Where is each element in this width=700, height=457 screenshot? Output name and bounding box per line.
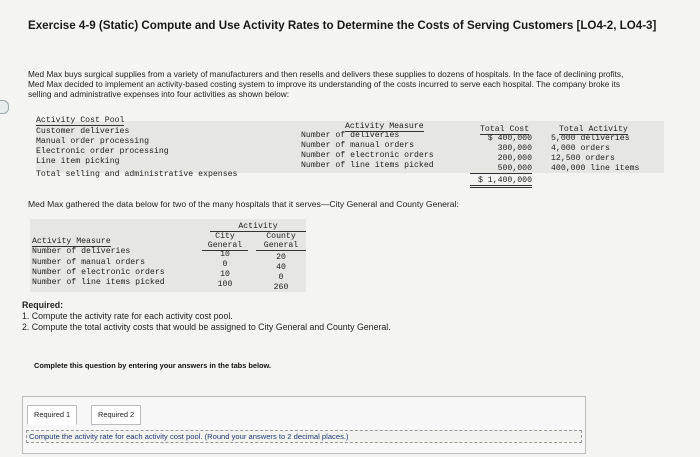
- cost-row-2: 300,000: [497, 144, 532, 153]
- tab-required-1[interactable]: Required 1: [27, 405, 77, 425]
- city-header-line2: General: [202, 241, 248, 251]
- hospital-row-measure: Number of deliveries: [32, 247, 131, 256]
- measure-row-2: Number of manual orders: [301, 141, 415, 150]
- pool-row-2: Manual order processing: [36, 137, 150, 146]
- pool-row-1: Customer deliveries: [36, 127, 130, 136]
- answer-tabs-panel: [22, 396, 586, 454]
- hospital-data-intro: Med Max gathered the data below for two of the many hospitals that it serves—City General and County General:: [28, 199, 459, 209]
- exercise-title: Exercise 4-9 (Static) Compute and Use Activity Rates to Determine the Costs of Serving Customers [LO4-2, LO4-3]: [28, 19, 657, 32]
- total-label: Total selling and administrative expenses: [36, 170, 238, 179]
- complete-instructions: Complete this question by entering your answers in the tabs below.: [34, 361, 272, 370]
- city-header-line1: City: [215, 232, 235, 241]
- measure-row-3: Number of electronic orders: [301, 151, 434, 160]
- pool-row-4: Line item picking: [36, 157, 120, 166]
- city-value: 100: [217, 280, 233, 289]
- activity-row-1: 5,000 deliveries: [551, 134, 630, 143]
- cost-pool-header: Activity Cost Pool: [36, 116, 125, 125]
- cost-row-4: 500,000: [470, 164, 532, 174]
- measure-row-4: Number of line items picked: [301, 161, 434, 170]
- total-cost-value: $ 1,400,000: [470, 176, 532, 188]
- cost-row-1: $ 400,000: [487, 134, 532, 143]
- city-value: 10: [220, 270, 230, 279]
- county-value: 0: [278, 273, 284, 282]
- side-panel-handle[interactable]: [0, 100, 9, 114]
- activity-row-2: 4,000 orders: [551, 144, 610, 153]
- pool-row-3: Electronic order processing: [36, 147, 169, 156]
- activity-measure-header: Activity Measure: [345, 122, 424, 131]
- tab-instruction: Compute the activity rate for each activity cost pool. (Round your answers to 2 decimal places.): [26, 430, 582, 443]
- county-value: 40: [276, 263, 286, 272]
- county-value: 20: [276, 253, 286, 262]
- hospital-row-measure: Number of manual orders: [32, 258, 146, 267]
- hospital-row-measure: Number of line items picked: [32, 278, 165, 287]
- activity-group-header: Activity: [210, 222, 306, 232]
- measure-row-1: Number of deliveries: [301, 131, 400, 140]
- city-value: 10: [220, 250, 230, 259]
- total-activity-header: Total Activity: [559, 125, 628, 134]
- activity-row-4: 400,000 line items: [551, 164, 640, 173]
- county-header-line2: General: [256, 241, 306, 251]
- city-value: 0: [222, 260, 228, 269]
- activity-row-3: 12,500 orders: [551, 154, 615, 163]
- hospital-row-measure: Number of electronic orders: [32, 268, 165, 277]
- required-item-2: 2. Compute the total activity costs that would be assigned to City General and County General.: [22, 322, 391, 332]
- activity-measure-col-header: Activity Measure: [32, 237, 111, 246]
- required-heading: Required:: [22, 300, 64, 310]
- cost-row-3: 200,000: [497, 154, 532, 163]
- required-section: [22, 300, 391, 333]
- county-value: 260: [273, 283, 289, 292]
- required-item-1: 1. Compute the activity rate for each activity cost pool.: [22, 311, 233, 321]
- intro-paragraph: Med Max buys surgical supplies from a variety of manufacturers and then resells and delivers these supplies to dozens of hospitals. In the face of declining profits, Med Max decided to implement an activity-based costing system to improve its understanding of the costs incurred to serve each hospital. The company broke its selling and administrative expenses into four activities as shown below:: [28, 69, 624, 99]
- tab-required-2[interactable]: Required 2: [91, 405, 141, 425]
- total-cost-header: Total Cost: [480, 125, 530, 134]
- county-header-line1: County: [266, 232, 296, 241]
